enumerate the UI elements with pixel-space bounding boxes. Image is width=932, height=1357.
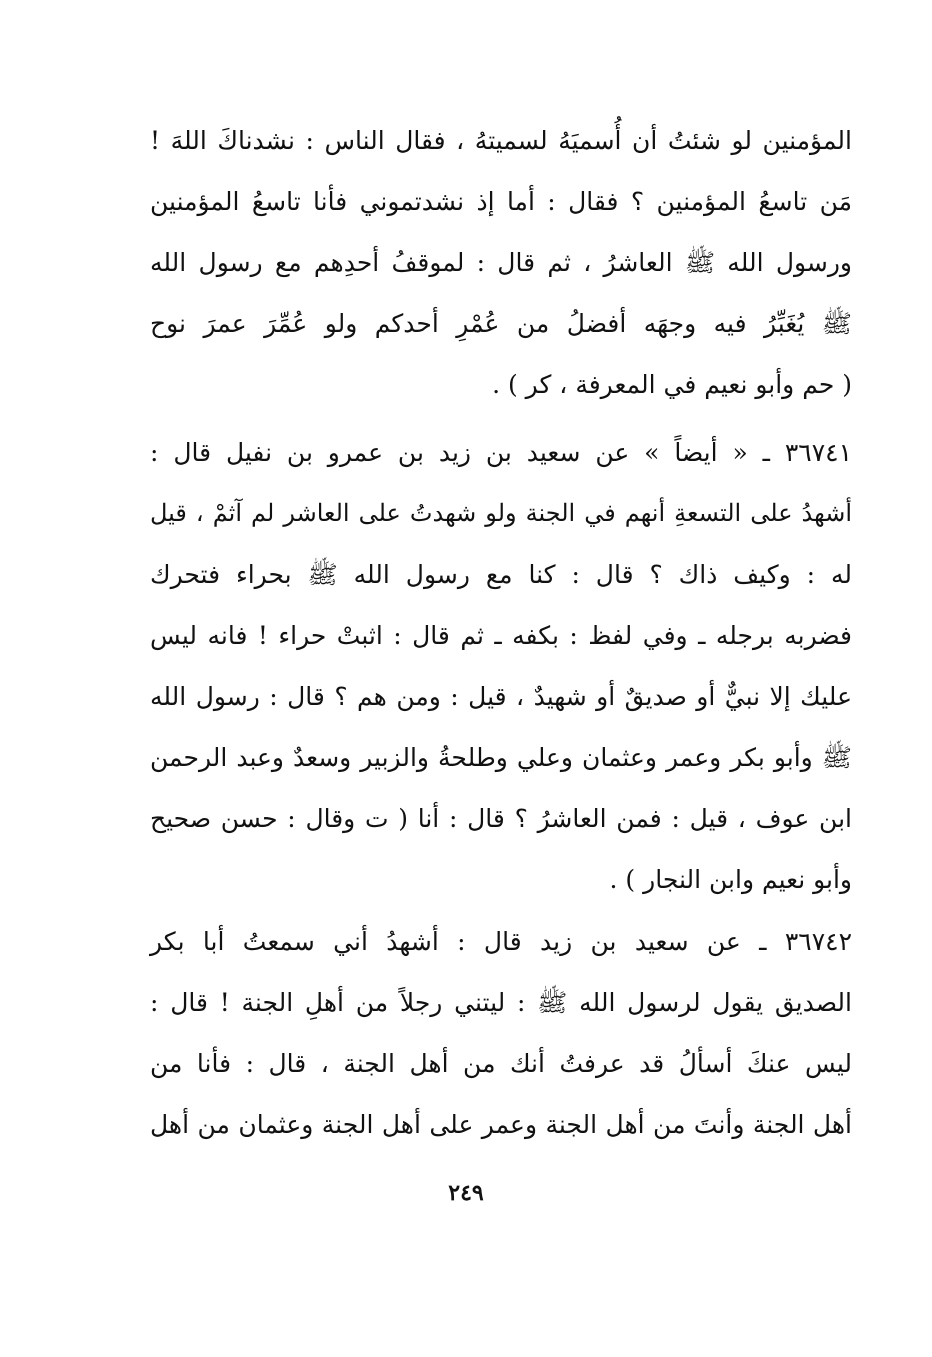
text-line: ٣٦٧٤١ ـ « أيضاً » عن سعيد بن زيد بن عمرو بن نفيل قال : <box>150 438 852 467</box>
text-line: ابن عوف ، قيل : فمن العاشرُ ؟ قال : أنا ( ت وقال : حسن صحيح <box>150 804 852 833</box>
text-line: فضربه برجله ـ وفي لفظ : بكفه ـ ثم قال : اثبتْ حراء ! فانه ليس <box>150 621 852 650</box>
paragraph-continuation <box>150 110 852 415</box>
text-line: ( حم وأبو نعيم في المعرفة ، كر ) . <box>492 370 852 399</box>
text-line: ليس عنكَ أسألُ قد عرفتُ أنك من أهل الجنة ، قال : فأنا من <box>150 1049 852 1078</box>
text-line: الصديق يقول لرسول الله ﷺ : ليتني رجلاً من أهلِ الجنة ! قال : <box>150 988 852 1017</box>
page-number: ٢٤٩ <box>448 1180 484 1206</box>
text-line: ورسول الله ﷺ العاشرُ ، ثم قال : لموقفُ أحدِهم مع رسول الله <box>150 248 852 277</box>
text-line: ﷺ وأبو بكر وعمر وعثمان وعلي وطلحةُ والزبير وسعدٌ وعبد الرحمن <box>150 743 852 772</box>
text-line: له : وكيف ذاك ؟ قال : كنا مع رسول الله ﷺ بحراء فتحرك <box>150 560 852 589</box>
hadith-36742 <box>150 911 852 1155</box>
hadith-36741 <box>150 422 852 910</box>
text-line: عليك إلا نبيٌّ أو صديقٌ أو شهيدٌ ، قيل : ومن هم ؟ قال : رسول الله <box>150 682 852 711</box>
text-line: المؤمنين لو شئتُ أن أُسميَهُ لسميتهُ ، فقال الناس : نشدناكَ اللهَ ! <box>150 126 852 155</box>
text-line: أهل الجنة وأنتَ من أهل الجنة وعمر على أهل الجنة وعثمان من أهل <box>150 1110 852 1139</box>
text-line: ٣٦٧٤٢ ـ عن سعيد بن زيد قال : أشهدُ أني سمعتُ أبا بكر <box>150 927 852 956</box>
text-line: ﷺ يُغَبِّرُ فيه وجهَه أفضلُ من عُمْرِ أحدكم ولو عُمِّرَ عمرَ نوح <box>150 309 852 338</box>
text-line: مَن تاسعُ المؤمنين ؟ فقال : أما إذ نشدتموني فأنا تاسعُ المؤمنين <box>150 187 852 216</box>
text-line: وأبو نعيم وابن النجار ) . <box>609 865 852 894</box>
text-line: أشهدُ على التسعةِ أنهم في الجنة ولو شهدتُ على العاشر لم آثمْ ، قيل <box>150 499 852 527</box>
